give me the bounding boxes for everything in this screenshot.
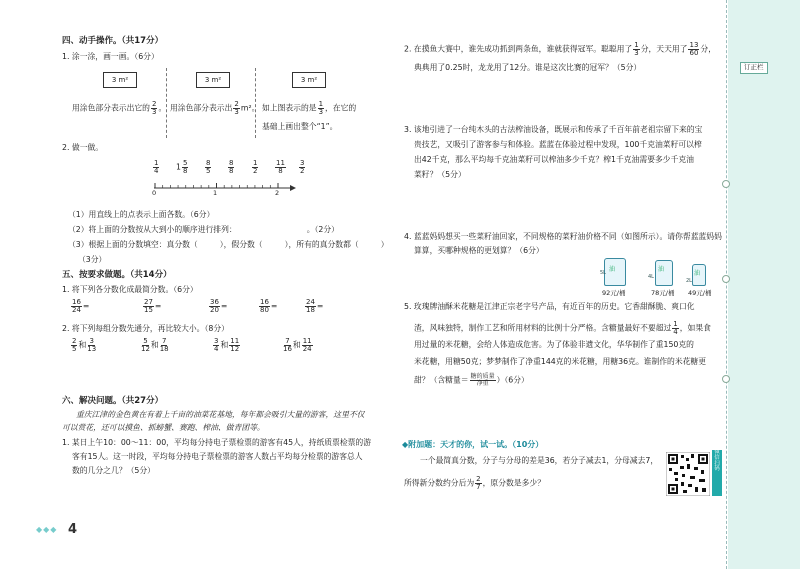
caption-a: 用涂色部分表示出它的 $\frac{2}{3}$ 。 (72, 100, 167, 116)
caption-c-2: 基础上画出整个“1”。 (262, 122, 338, 131)
nl-frac-5: $\frac{1}{2}$ (253, 159, 258, 175)
oil-label: 油 (658, 266, 665, 273)
simplify-1: $\frac{16}{24}$ = (72, 298, 90, 314)
r-q2-line-2: 典典用了0.25时，龙龙用了12分。谁是这次比赛的冠军？（5分） (414, 63, 642, 72)
q4-1: 1. 涂一涂，画一画。（6分） (62, 52, 159, 61)
q5-1: 1. 将下列各分数化成最简分数。（6分） (62, 285, 198, 294)
r-q5-line-3: 用过量的米花糖，会给人体造成危害。为了体验非遗文化，华华制作了重150克的 (414, 340, 694, 349)
compare-1: $\frac{2}{5}$ 和 $\frac{3}{13}$ (72, 337, 97, 353)
nl-frac-7: $\frac{3}{2}$ (300, 159, 305, 175)
compare-3: $\frac{3}{4}$ 和 $\frac{11}{12}$ (214, 337, 240, 353)
price-3: 49元/桶 (688, 289, 712, 297)
binding-ring (722, 275, 730, 283)
page-decoration: ◆◆◆ (36, 525, 58, 534)
q5-2: 2. 将下列每组分数先通分，再比较大小。（8分） (62, 324, 229, 333)
q6-1-line-2: 客有15人。这一时段，平均每分持电子票检票的游客人数占平均每分检票的游客总人 (72, 452, 363, 461)
oil-label: 油 (694, 270, 701, 277)
intro-line-2: 可以赏花，还可以摸鱼、抓螃蟹、赛跑、榨油、做青团等。 (62, 423, 265, 432)
q4-2: 2. 做一做。 (62, 143, 104, 152)
simplify-2: $\frac{27}{15}$ = (144, 298, 162, 314)
section-6-title: 六、解决问题。（共27分） (62, 396, 164, 406)
nl-tick-0: 0 (152, 189, 157, 197)
area-box-2: 3 m² (196, 72, 230, 88)
bottle-size: 5L (600, 270, 606, 276)
caption-c: 如上图表示的是 $\frac{1}{3}$ ，在它的 (262, 100, 357, 116)
bottle-size: 4L (648, 274, 654, 280)
r-q5-line-2: 渣，风味独特，制作工艺和所用材料的比例十分严格。含糖量最好不要超过 $\frac{1}{4}$ ，如果食 (414, 320, 711, 336)
correction-label: 订正栏 (740, 62, 768, 74)
q6-1-line-3: 数的几分之几？（5分） (72, 466, 155, 475)
q6-1-line-1: 1. 某日上午10：00～11：00，平均每分持电子票检票的游客有45人，持纸质票检票的游 (62, 438, 372, 447)
r-q3-line-2: 贵技艺，又吸引了游客参与和体验。蓝蓝在体验过程中发现，100千克油菜籽可以榨 (414, 140, 702, 149)
simplify-4: $\frac{16}{80}$ = (260, 298, 278, 314)
r-q5-line-4: 米花糖，用糖50克；梦梦制作了净重144克的米花糖，用糖36克。谁制作的米花糖更 (414, 357, 707, 366)
qr-code[interactable] (666, 452, 710, 496)
intro-line-1: 重庆江津的金色黄在有着上千亩的油菜花基地，每年都会吸引大量的游客，这里不仅 (76, 410, 365, 419)
area-box-3: 3 m² (292, 72, 326, 88)
r-q5-line-5: 甜？（含糖量＝ $\frac{\text{糖的质量}}{\text{净重}}$ ）（6分） (414, 373, 529, 387)
binding-ring (722, 180, 730, 188)
r-q5-line-1: 5. 玫瑰牌油酥米花糖是江津正宗老字号产品，有近百年的历史。它香甜酥脆、爽口化 (404, 302, 695, 311)
nl-tick-2: 2 (275, 189, 280, 197)
nl-frac-4: $\frac{8}{8}$ (229, 159, 234, 175)
price-1: 92元/桶 (602, 289, 626, 297)
area-box-1: 3 m² (103, 72, 137, 88)
section-5-title: 五、按要求做题。（共14分） (62, 270, 172, 280)
compare-4: $\frac{7}{16}$ 和 $\frac{11}{24}$ (283, 337, 312, 353)
simplify-5: $\frac{24}{18}$ = (306, 298, 324, 314)
nl-frac-2: 1 $\frac{5}{8}$ (176, 159, 188, 175)
simplify-3: $\frac{36}{20}$ = (210, 298, 228, 314)
bonus-line-1: 一个最简真分数，分子与分母的差是36，若分子减去1，分母减去7， (420, 456, 659, 465)
q4-2-1: （1）用直线上的点表示上面各数。（6分） (68, 210, 215, 219)
price-2: 78元/桶 (651, 289, 675, 297)
nl-frac-1: $\frac{1}{4}$ (154, 159, 159, 175)
q4-2-3: （3）根据上面的分数填空：真分数（ ），假分数（ ），所有的真分数都（ ） (68, 240, 389, 249)
r-q4-line-1: 4. 蓝蓝妈妈想买一些菜籽油回家，不同规格的菜籽油价格不同（如图所示）。请你帮蓝蓝妈妈 (404, 232, 722, 241)
binding-ring (722, 375, 730, 383)
page-number: 4 (68, 522, 78, 537)
bonus-line-2: 所得新分数约分后为 $\frac{2}{7}$ ，原分数是多少？ (404, 475, 546, 491)
compare-2: $\frac{5}{12}$ 和 $\frac{7}{18}$ (141, 337, 169, 353)
r-q2-line-1: 2. 在摸鱼大赛中，谁先成功抓到两条鱼，谁就获得冠军。聪聪用了 $\frac{1}{3}$ 分，天天用了 $\frac{13}{60}$ 分， (404, 41, 716, 57)
r-q3-line-3: 出42千克，那么平均每千克油菜籽可以榨油多少千克？榨1千克油需要多少千克油 (414, 155, 694, 164)
nl-frac-6: $\frac{11}{8}$ (276, 159, 285, 175)
r-q3-line-4: 菜籽？（5分） (414, 170, 466, 179)
nl-tick-1: 1 (213, 189, 218, 197)
caption-b: 用涂色部分表示出 $\frac{2}{3}$ m²。 (170, 100, 260, 116)
correction-strip (728, 0, 800, 569)
binding-line (726, 0, 727, 569)
nl-frac-3: $\frac{8}{5}$ (206, 159, 211, 175)
q4-2-3-score: （3分） (78, 255, 107, 264)
qr-label: 微信扫码 (712, 450, 722, 496)
bonus-title: ◆附加题：天才的你，试一试。（10分） (402, 440, 544, 449)
bottle-size: 2L (686, 278, 692, 284)
section-4-title: 四、动手操作。（共17分） (62, 36, 164, 46)
oil-label: 油 (609, 266, 616, 273)
r-q4-line-2: 算算，买哪种规格的更划算？（6分） (414, 246, 544, 255)
q4-2-2: （2）将上面的分数按从大到小的顺序进行排列： 。（2分） (68, 225, 339, 234)
r-q3-line-1: 3. 该地引进了一台纯木头的古法榨油设备，既展示和传承了千百年前老祖宗留下来的宝 (404, 125, 703, 134)
